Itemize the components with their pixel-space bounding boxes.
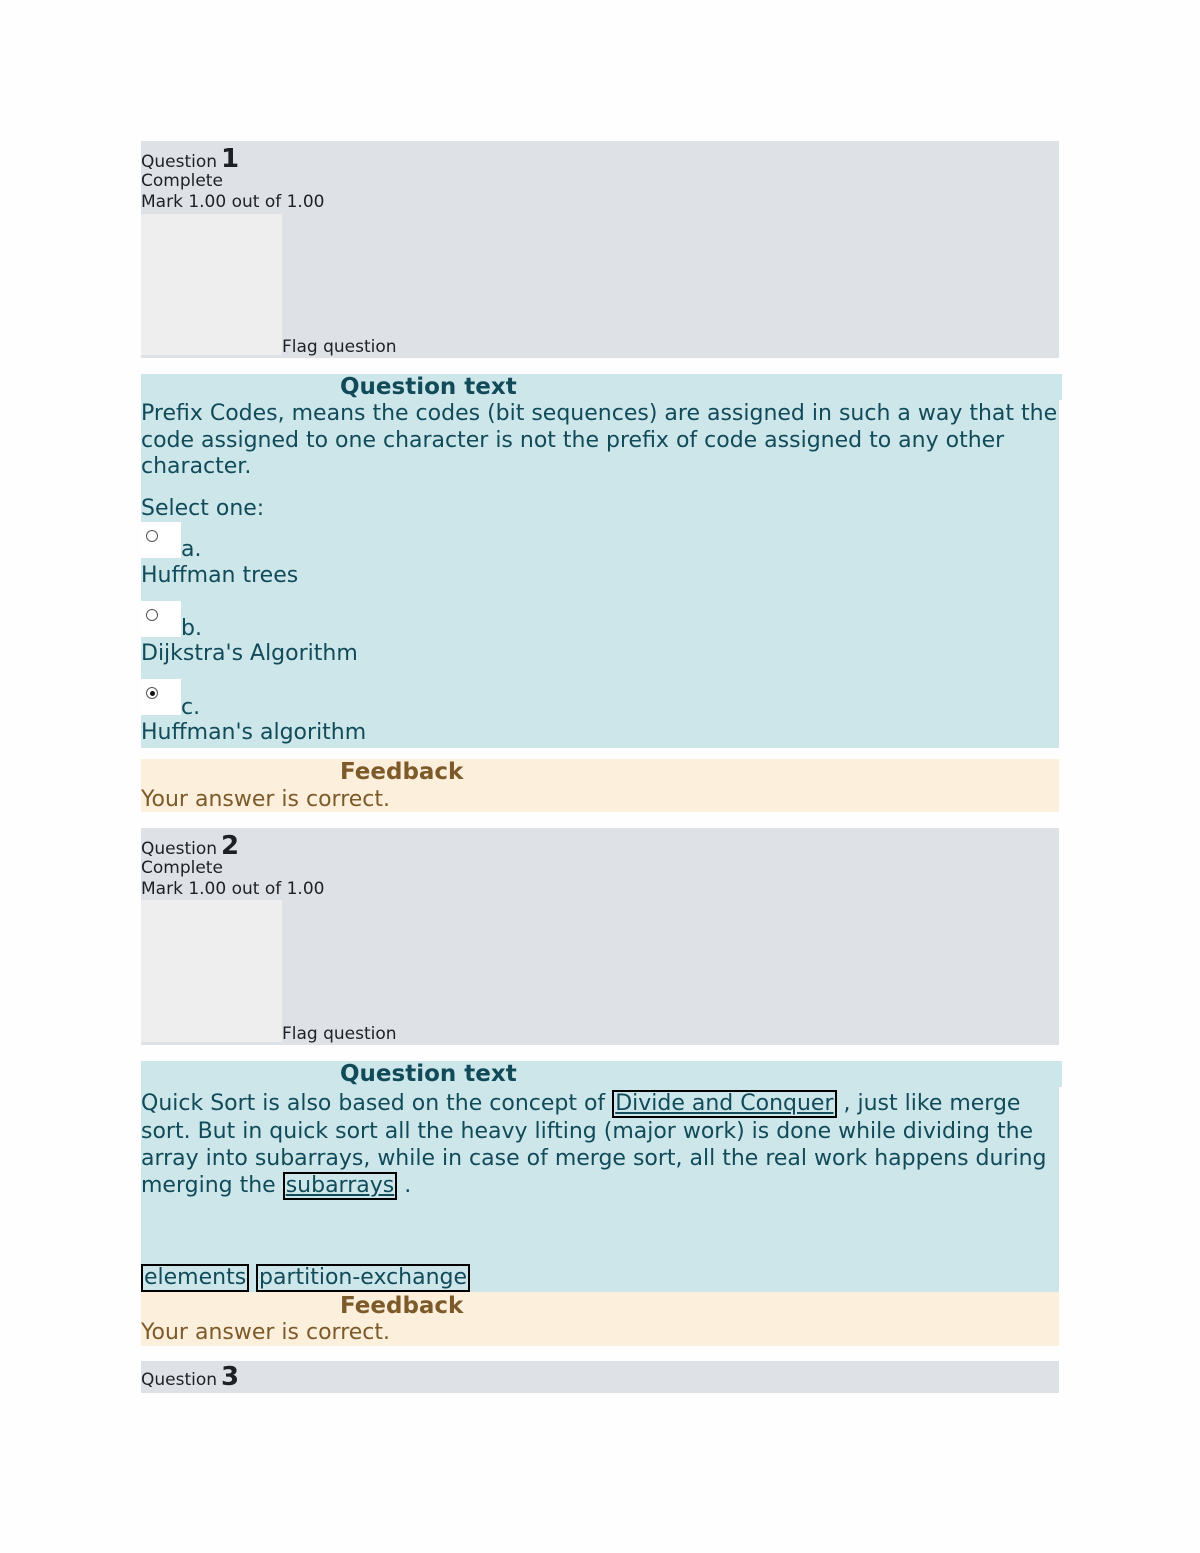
- question-text: Prefix Codes, means the codes (bit sequences) are assigned in such a way that the code assigned to one character is not the prefix of code assigned to any other character.: [141, 401, 1058, 479]
- option-c-radio-wrap[interactable]: [141, 679, 181, 715]
- question-grade: Mark 1.00 out of 1.00: [141, 879, 325, 899]
- question-text-heading: Question text: [340, 374, 517, 400]
- option-c-text[interactable]: Huffman's algorithm: [141, 720, 367, 745]
- drag-item-elements[interactable]: elements: [141, 1264, 249, 1292]
- question-2-feedback: [141, 1292, 1059, 1346]
- option-b-text[interactable]: Dijkstra's Algorithm: [141, 641, 358, 666]
- question-1-formulation: [141, 374, 1059, 748]
- question-number: 2: [221, 831, 240, 861]
- feedback-text: Your answer is correct.: [141, 787, 391, 812]
- feedback-text: Your answer is correct.: [141, 1320, 391, 1345]
- option-b-letter: b.: [181, 616, 202, 641]
- feedback-heading: Feedback: [340, 759, 464, 785]
- flag-icon[interactable]: [141, 214, 282, 355]
- option-a-text[interactable]: Huffman trees: [141, 563, 299, 588]
- question-number: 1: [221, 144, 240, 174]
- question-1-info: [141, 141, 1059, 358]
- flag-question-link[interactable]: Flag question: [282, 1024, 397, 1044]
- option-a-radio-wrap[interactable]: [141, 522, 181, 558]
- question-1-heading: [141, 144, 239, 174]
- question-label: Question: [141, 152, 218, 172]
- flag-icon[interactable]: [141, 900, 282, 1042]
- question-state: Complete: [141, 171, 223, 191]
- option-b-radio-wrap[interactable]: [141, 601, 181, 637]
- question-text: [141, 1090, 1059, 1200]
- option-c-radio-checked[interactable]: [146, 687, 158, 699]
- question-2-heading: [141, 831, 239, 861]
- feedback-heading: Feedback: [340, 1293, 464, 1319]
- drop-zone-2[interactable]: subarrays: [283, 1172, 398, 1200]
- question-label: Question: [141, 839, 218, 859]
- question-state: Complete: [141, 858, 223, 878]
- question-text-heading: Question text: [340, 1061, 517, 1087]
- option-a-radio[interactable]: [146, 530, 158, 542]
- option-b-radio[interactable]: [146, 609, 158, 621]
- option-a-letter: a.: [181, 537, 202, 562]
- drop-zone-1[interactable]: Divide and Conquer: [612, 1090, 836, 1118]
- question-3-info: [141, 1361, 1059, 1393]
- question-1-feedback: [141, 759, 1059, 812]
- question-grade: Mark 1.00 out of 1.00: [141, 192, 325, 212]
- question-text-part-2: , just like merge sort. But in quick sort all the heavy lifting (major work) is done while dividing the array into subarrays, while in case of merge sort, all the real work happens during merging the: [141, 1091, 1047, 1198]
- question-label: Question: [141, 1370, 218, 1390]
- question-3-heading: [141, 1362, 239, 1392]
- question-2-info: [141, 828, 1059, 1045]
- flag-question-link[interactable]: Flag question: [282, 337, 397, 357]
- question-2-formulation: [141, 1061, 1059, 1292]
- question-number: 3: [221, 1362, 240, 1392]
- question-text-part-3: .: [397, 1173, 412, 1198]
- select-one-prompt: Select one:: [141, 496, 265, 521]
- question-text-part-1: Quick Sort is also based on the concept of: [141, 1091, 613, 1116]
- option-c-letter: c.: [181, 695, 201, 720]
- drag-item-partition-exchange[interactable]: partition-exchange: [256, 1264, 470, 1292]
